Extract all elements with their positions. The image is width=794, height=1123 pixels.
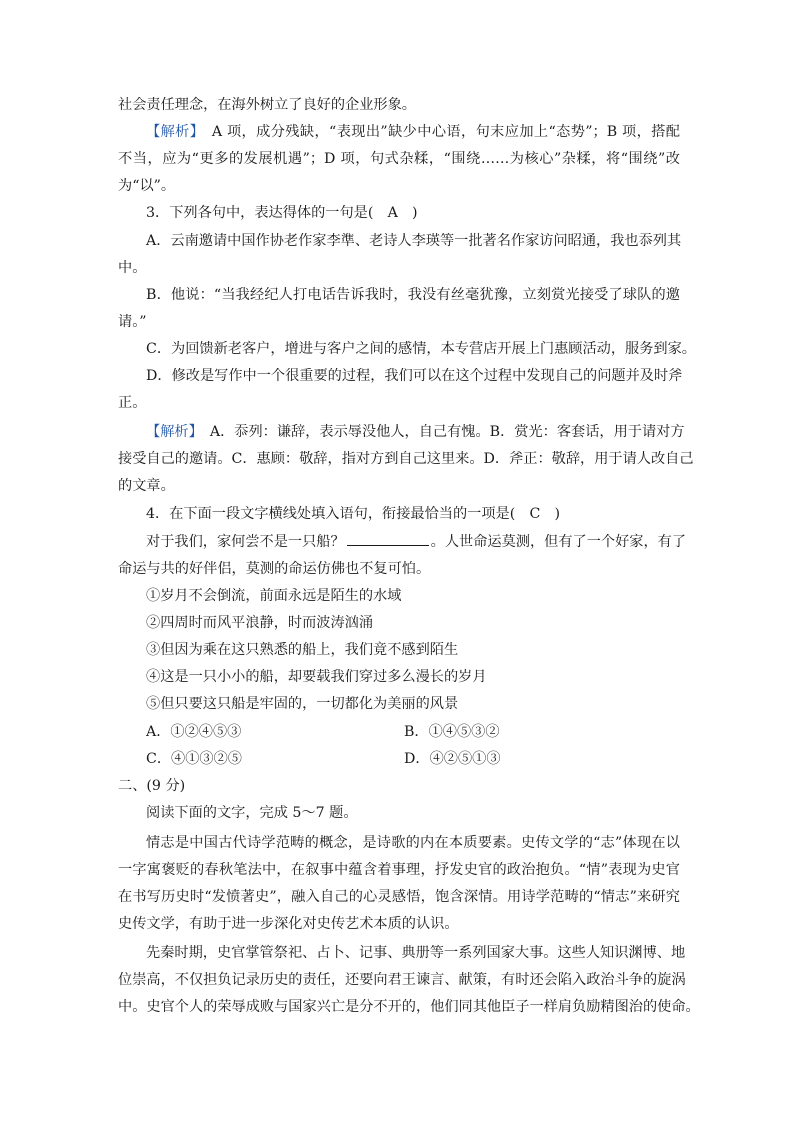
sentence-4: ④这是一只小小的船，却要载我们穿过多么漫长的岁月 xyxy=(146,669,487,685)
passage-paragraph-2-line-2: 位崇高，不仅担负记录历史的责任，还要向君王谏言、献策，有时还会陷入政治斗争的旋涡 xyxy=(118,972,686,988)
analysis-tag: 【解析】 xyxy=(146,124,198,140)
analysis-3-line-3: 的文章。 xyxy=(118,478,175,494)
sentence-3: ③但因为乘在这只熟悉的船上，我们竟不感到陌生 xyxy=(146,642,459,658)
passage-text-before-blank: 对于我们，家何尝不是一只船？ xyxy=(146,534,345,550)
question-4-option-b: B．①④⑤③② xyxy=(404,724,500,740)
reading-instruction: 阅读下面的文字，完成 5～7 题。 xyxy=(146,805,358,821)
analysis-2-line-1 xyxy=(146,119,680,145)
passage-paragraph-2-line-1: 先秦时期，史官掌管祭祀、占卜、记事、典册等一系列国家大事。这些人知识渊博、地 xyxy=(146,945,686,961)
passage-paragraph-1-line-3: 在书写历史时“发愤著史”，融入自己的心灵感悟，饱含深情。用诗学范畴的“情志”来研究 xyxy=(118,889,680,905)
passage-text-after-blank: 。人世命运莫测，但有了一个好家，有了 xyxy=(430,534,687,550)
question-4-option-c: C．④①③②⑤ xyxy=(146,751,242,767)
question-4-option-d: D．④②⑤①③ xyxy=(404,751,501,767)
analysis-2-text-1: A 项，成分残缺，“表现出”缺少中心语，句末应加上“态势”；B 项，搭配 xyxy=(211,124,680,140)
sentence-2: ②四周时而风平浪静，时而波涛汹涌 xyxy=(146,615,374,631)
question-4-passage-line-2: 命运与共的好伴侣，莫测的命运仿佛也不复可怕。 xyxy=(118,561,431,577)
question-4-stem: 4．在下面一段文字横线处填入语句，衔接最恰当的一项是( C ) xyxy=(146,506,561,522)
passage-paragraph-1-line-2: 一字寓褒贬的春秋笔法中，在叙事中蕴含着事理，抒发史官的政治抱负。“情”表现为史官 xyxy=(118,862,680,878)
analysis-3-line-1 xyxy=(146,419,685,445)
question-4-option-a: A．①②④⑤③ xyxy=(146,724,242,740)
question-3-stem: 3．下列各句中，表达得体的一句是( A ) xyxy=(146,205,418,221)
passage-paragraph-1-line-4: 史传文学，有助于进一步深化对史传艺术本质的认识。 xyxy=(118,916,459,932)
analysis-2-line-2: 不当，应为“更多的发展机遇”；D 项，句式杂糅，“围绕……为核心”杂糅，将“围绕”改 xyxy=(118,151,680,167)
fill-in-blank-line xyxy=(347,531,429,546)
analysis-2-line-3: 为“以”。 xyxy=(118,178,176,194)
question-3-option-b-line-1: B．他说：“当我经纪人打电话告诉我时，我没有丝毫犹豫，立刻赏光接受了球队的邀 xyxy=(146,287,680,303)
question-3-option-a-line-1: A．云南邀请中国作协老作家李準、老诗人李瑛等一批著名作家访问昭通，我也忝列其 xyxy=(146,233,682,249)
question-3-option-c: C．为回馈新老客户，增进与客户之间的感情，本专营店开展上门惠顾活动，服务到家。 xyxy=(146,341,696,357)
question-3-option-b-line-2: 请。” xyxy=(118,314,147,330)
analysis-3-text-1: A．忝列：谦辞，表示辱没他人，自己有愧。B．赏光：客套话，用于请对方 xyxy=(209,424,685,440)
analysis-tag: 【解析】 xyxy=(146,424,196,440)
passage-paragraph-2-line-3: 中。史官个人的荣辱成败与国家兴亡是分不开的，他们同其他臣子一样肩负励精图治的使命。 xyxy=(118,999,700,1015)
analysis-3-line-2: 接受自己的邀请。C．惠顾：敬辞，指对方到自己这里来。D．斧正：敬辞，用于请人改自己 xyxy=(118,451,694,467)
section-2-heading: 二、(9 分) xyxy=(118,778,186,794)
passage-paragraph-1-line-1: 情志是中国古代诗学范畴的概念，是诗歌的内在本质要素。史传文学的“志”体现在以 xyxy=(146,835,680,851)
sentence-5: ⑤但只要这只船是牢固的，一切都化为美丽的风景 xyxy=(146,696,459,712)
sentence-1: ①岁月不会倒流，前面永远是陌生的水域 xyxy=(146,588,402,604)
question-4-passage-line-1 xyxy=(146,529,687,555)
paragraph-continuation: 社会责任理念，在海外树立了良好的企业形象。 xyxy=(118,97,416,113)
question-3-option-a-line-2: 中。 xyxy=(118,260,147,276)
question-3-option-d-line-2: 正。 xyxy=(118,395,147,411)
question-3-option-d-line-1: D．修改是写作中一个很重要的过程，我们可以在这个过程中发现自己的问题并及时斧 xyxy=(146,368,683,384)
